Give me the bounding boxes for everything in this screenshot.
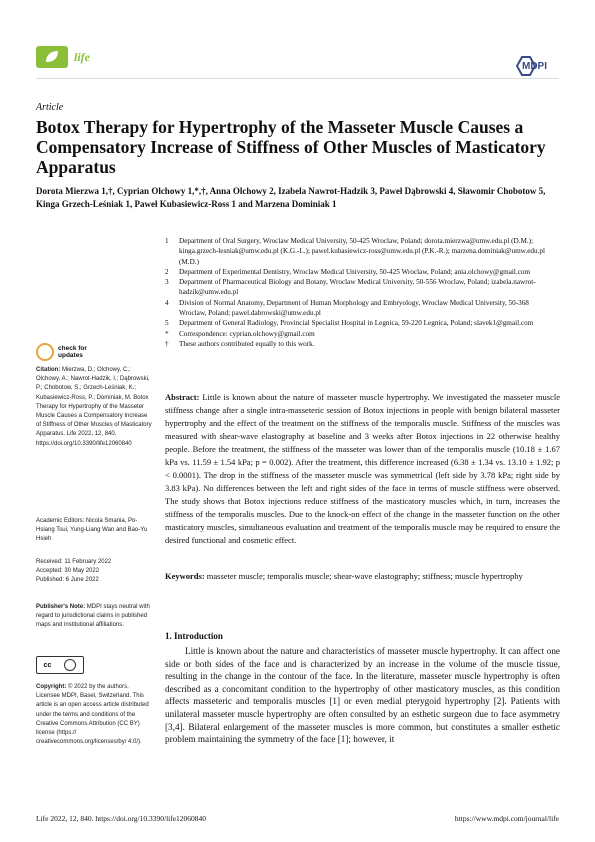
affiliation-text: Division of Normal Anatomy, Department of Human Morphology and Embryology, Wroclaw Medical University, 50-368 Wroclaw, Poland; pawel.dabrowski@umw.edu.pl bbox=[179, 298, 529, 318]
affiliation-number: 4 bbox=[165, 298, 169, 307]
affiliation-text: Department of Oral Surgery, Wroclaw Medical University, 50-425 Wroclaw, Poland; dorota.mierzwa@umw.edu.pl (D.M.); kinga.grzech-lesniak@umw.edu.pl (K.G.-L.); pawel.kubasiewicz-ross@umw.edu.pl (P.K.-R.); marzena.dominiak@umw.edu.pl (M.D.) bbox=[179, 237, 545, 266]
affiliation-number: 1 bbox=[165, 237, 169, 245]
citation-block bbox=[36, 366, 154, 449]
check-updates-icon bbox=[36, 343, 54, 361]
abstract-text: Little is known about the nature of masseter muscle hypertrophy. We investigated the masseter muscle stiffness change after a single intra-masseteric session of Botox injections in people with benign bilateral masseter hypertrophy and the effect of the treatment on the stiffness of the temporalis muscle. Stiffness of the muscles was measured with shear-wave elastography at baseline and 3 weeks after Botox injections in 22 otherwise healthy people. Before the treatment, the stiffness of the masseter was lower than of the temporalis muscle (10.18 ± 1.67 kPa vs. 11.59 ± 1.54 kPa; p = 0.002). After the treatment, this difference increased (6.38 ± 1.34 vs. 13.10 ± 1.92; p < 0.0001). The drop in the stiffness of the masseter muscle was symmetrical (left side by 3.78 kPa; right side by 3.83 kPa). No differences between the left and right sides of the face in terms of muscle stiffness were observed. The study shows that Botox injections reduce stiffness of the masticatory muscles which, in turn, increases the stiffness of the temporalis muscles. Due to the knock-on effect of the change in the masseter function on the other masticatory muscles, simultaneous evaluation and treatment of the temporalis muscle may be required to ensure the desired functional and cosmetic effect. bbox=[165, 392, 560, 545]
by-icon bbox=[64, 659, 76, 671]
affiliation-text: Department of Pharmaceutical Biology and Botany, Wroclaw Medical University, 50-556 Wroclaw, Poland; izabela.nawrot-hadzik@umw.edu.pl bbox=[179, 278, 536, 297]
cc-by-badge[interactable] bbox=[36, 656, 84, 674]
journal-name: life bbox=[74, 49, 90, 64]
abstract bbox=[165, 391, 560, 547]
affiliation-text: These authors contributed equally to this work. bbox=[179, 339, 315, 348]
accepted-date: Accepted: 30 May 2022 bbox=[36, 568, 100, 575]
affiliation-row bbox=[165, 318, 555, 328]
affiliation-text: Department of General Radiology, Provincial Specialist Hospital in Legnica, 59-220 Legnica, Poland; slavek1@gmail.com bbox=[179, 319, 534, 328]
affiliation-row bbox=[165, 298, 555, 319]
publisher-note bbox=[36, 603, 154, 631]
keywords-text: masseter muscle; temporalis muscle; shear-wave elastography; stiffness; muscle hypertrophy bbox=[206, 571, 523, 581]
dates-block bbox=[36, 558, 154, 586]
footer-citation[interactable]: Life 2022, 12, 840. https://doi.org/10.3390/life12060840 bbox=[36, 814, 207, 823]
received-date: Received: 11 February 2022 bbox=[36, 559, 112, 565]
mdpi-label: MDPI bbox=[522, 61, 547, 72]
citation-text: Mierzwa, D.; Olchowy, C.; Olchowy, A.; Nawrot-Hadzik, I.; Dąbrowski, P.; Chobotow, S.; Grzech-Leśniak, K.; Kubasiewicz-Ross, P.; Dominiak, M. Botox Therapy for Hypertrophy of the Masseter Muscle Causes a Compensatory Increase of Stiffness of Other Muscles of Masticatory Apparatus. Life 2022, 12, 840. https://doi.org/10.3390/life12060840 bbox=[36, 367, 152, 447]
author-list: Dorota Mierzwa 1,†, Cyprian Olchowy 1,*,†, Anna Olchowy 2, Izabela Nawrot-Hadzik 3, Paweł Dąbrowski 4, Sławomir Chobotow 5, Kinga Grzech-Leśniak 1, Paweł Kubasiewicz-Ross 1 and Marzena Dominiak 1 bbox=[36, 186, 546, 209]
mdpi-logo[interactable] bbox=[516, 56, 558, 76]
keywords bbox=[165, 570, 560, 582]
check-for-updates-badge[interactable] bbox=[36, 343, 87, 361]
publisher-note-text: MDPI stays neutral with regard to jurisdictional claims in published maps and institutional affiliations. bbox=[36, 604, 150, 629]
page-footer bbox=[36, 814, 559, 823]
leaf-icon bbox=[36, 46, 68, 68]
citation-label: Citation: bbox=[36, 367, 61, 373]
journal-logo[interactable] bbox=[36, 46, 90, 68]
affiliation-text: Department of Experimental Dentistry, Wroclaw Medical University, 50-425 Wroclaw, Poland; ania.olchowy@gmail.com bbox=[179, 267, 531, 276]
affiliation-number: 3 bbox=[165, 278, 169, 287]
affiliation-row bbox=[165, 329, 555, 339]
check-updates-line2: updates bbox=[58, 352, 83, 359]
academic-editors: Academic Editors: Nicola Smania, Po-Hsiang Tsui, Yung-Liang Wan and Bao-Yu Hsieh bbox=[36, 518, 148, 543]
copyright-text: © 2022 by the authors. Licensee MDPI, Basel, Switzerland. This article is an open access article distributed under the terms and conditions of the Creative Commons Attribution (CC BY) license (https:// creativecommons.org/licenses/by/ 4.0/). bbox=[36, 684, 149, 746]
cc-icon: cc bbox=[43, 661, 52, 669]
keywords-label: Keywords: bbox=[165, 571, 205, 581]
footer-journal-url[interactable]: https://www.mdpi.com/journal/life bbox=[454, 814, 559, 823]
affiliation-number: 5 bbox=[165, 319, 169, 328]
header-divider bbox=[36, 78, 559, 79]
publisher-note-label: Publisher's Note: bbox=[36, 604, 86, 610]
copyright-block bbox=[36, 683, 154, 747]
copyright-label: Copyright: bbox=[36, 684, 67, 690]
affiliation-number: † bbox=[165, 339, 169, 348]
affiliation-row bbox=[165, 236, 555, 267]
intro-paragraph: Little is known about the nature and characteristics of masseter muscle hypertrophy. It can affect one side or both sides of the face and is characterized by an increase in the volume of the muscle tissue, resulting in the change in the contour of the face. In the literature, masseter muscle hypertrophy is often described as a concomitant condition to the hypertrophy of other masticatory muscles, as this condition affects masseteric and temporalis muscles [1] or even medial pterygoid hypertrophy [2]. Patients with unilateral masseter muscle hypertrophy are often consulted by an esthetic surgeon due to face asymmetry [3,4]. Bilateral enlargement of the masseter muscles is more common, but constitutes a smaller esthetic problem maintaining the symmetry of the face [1]; however, it bbox=[165, 646, 560, 745]
section-heading: 1. Introduction bbox=[165, 631, 223, 641]
affiliation-row bbox=[165, 277, 555, 298]
published-date: Published: 6 June 2022 bbox=[36, 577, 99, 584]
affiliation-row bbox=[165, 267, 555, 277]
affiliations bbox=[165, 236, 555, 349]
article-type: Article bbox=[36, 102, 64, 113]
check-updates-line1: check for bbox=[58, 345, 87, 352]
affiliation-row bbox=[165, 339, 555, 349]
article-title: Botox Therapy for Hypertrophy of the Masseter Muscle Causes a Compensatory Increase of Stiffness of Other Muscles of Masticatory Apparatus bbox=[36, 117, 546, 177]
abstract-label: Abstract: bbox=[165, 392, 200, 402]
affiliation-number: 2 bbox=[165, 267, 169, 276]
affiliation-number: * bbox=[165, 329, 169, 338]
affiliation-text: Correspondence: cyprian.olchowy@gmail.com bbox=[179, 329, 315, 338]
